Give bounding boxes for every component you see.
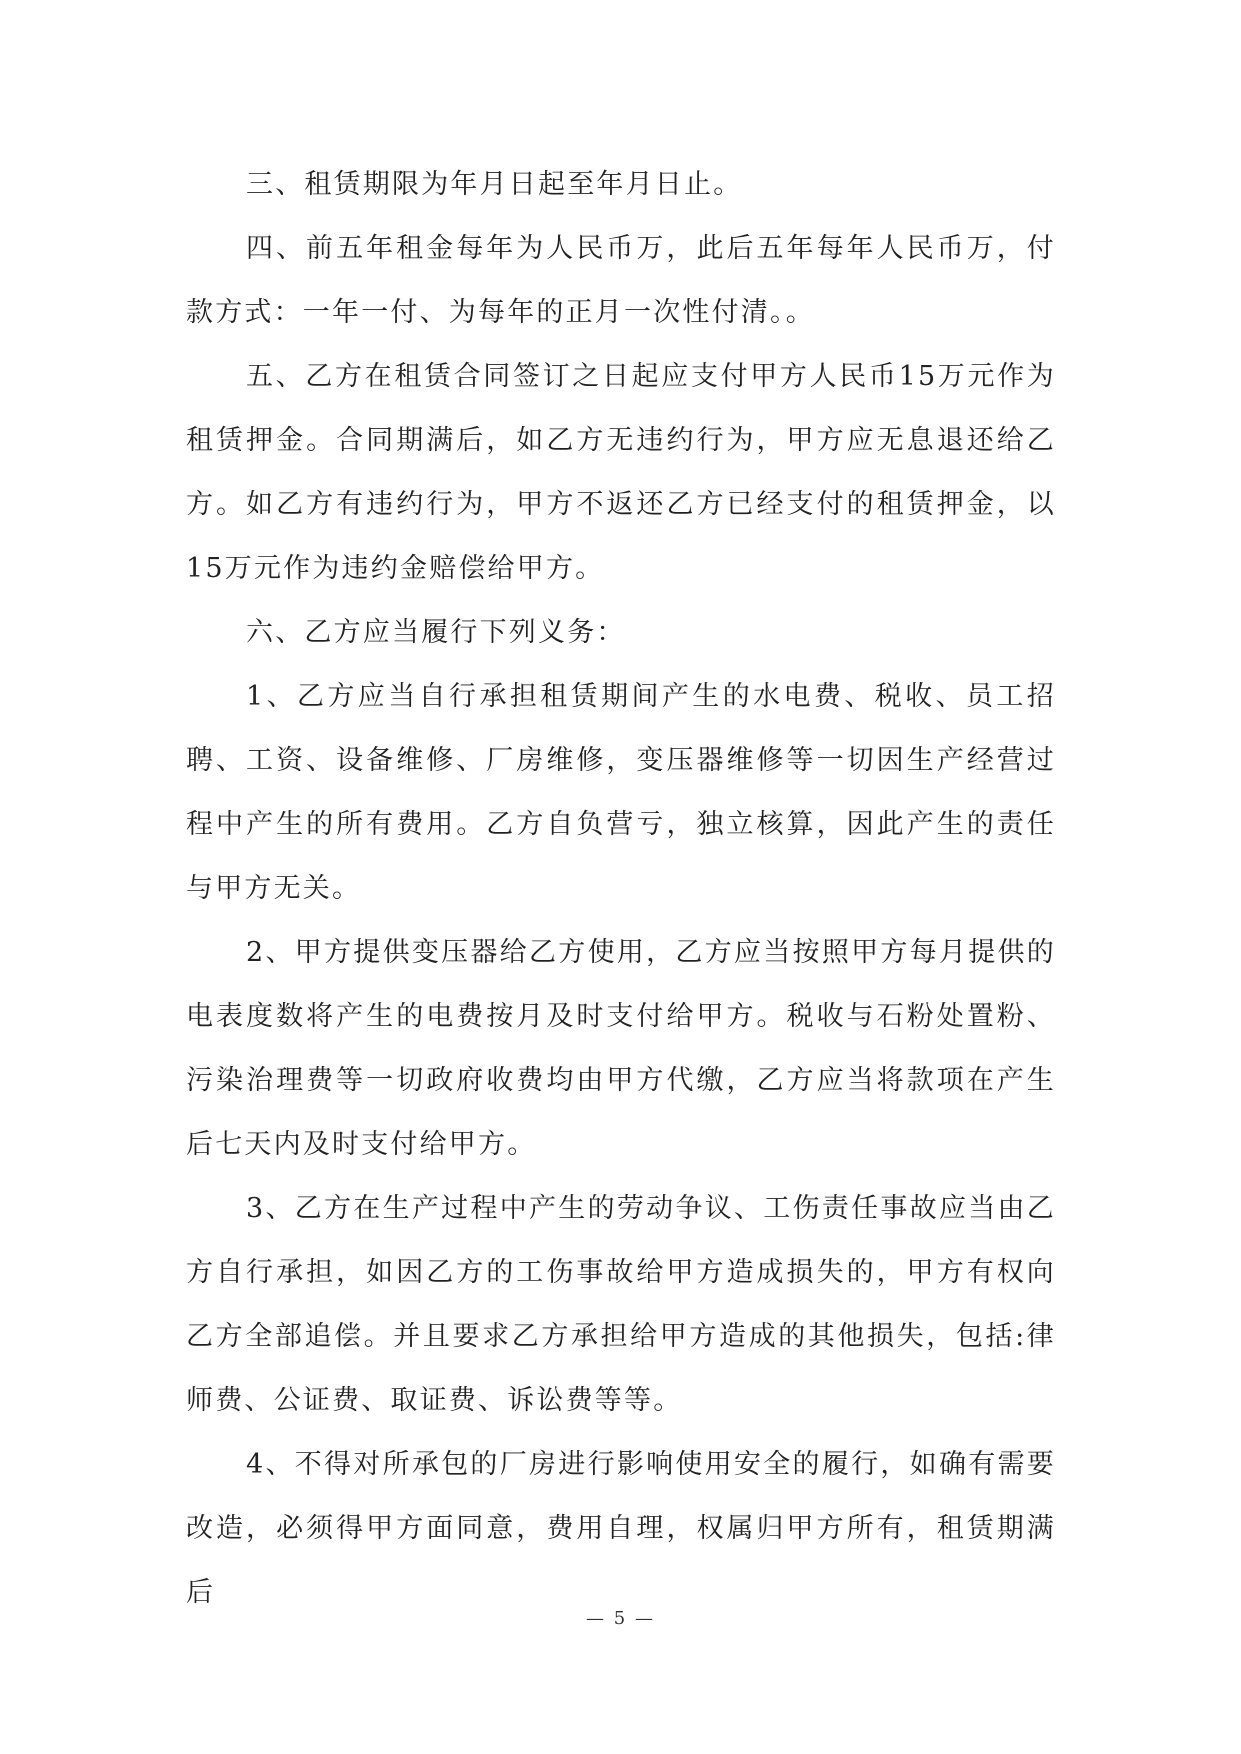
page-number: — 5 — xyxy=(586,1608,655,1629)
paragraph-obligation-1: 1、乙方应当自行承担租赁期间产生的水电费、税收、员工招聘、工资、设备维修、厂房维修，变压器维修等一切因生产经营过程中产生的所有费用。乙方自负营亏，独立核算，因此产生的责任与甲方无关。 xyxy=(186,681,1056,904)
paragraph-obligation-4: 4、不得对所承包的厂房进行影响使用安全的履行，如确有需要改造，必须得甲方面同意，费用自理，权属归甲方所有，租赁期满后 xyxy=(186,1449,1056,1608)
paragraph-deposit: 五、乙方在租赁合同签订之日起应支付甲方人民币15万元作为租赁押金。合同期满后，如乙方无违约行为，甲方应无息退还给乙方。如乙方有违约行为，甲方不返还乙方已经支付的租赁押金，以15万元作为违约金赔偿给甲方。 xyxy=(186,361,1056,584)
document-body xyxy=(186,153,1056,1625)
paragraph-rent: 四、前五年租金每年为人民币万，此后五年每年人民币万，付款方式：一年一付、为每年的正月一次性付清。。 xyxy=(186,233,1056,328)
paragraph-lease-term: 三、租赁期限为年月日起至年月日止。 xyxy=(246,169,743,200)
paragraph-obligation-2: 2、甲方提供变压器给乙方使用，乙方应当按照甲方每月提供的电表度数将产生的电费按月及时支付给甲方。税收与石粉处置粉、污染治理费等一切政府收费均由甲方代缴，乙方应当将款项在产生后七天内及时支付给甲方。 xyxy=(186,937,1056,1160)
paragraph-obligations-heading: 六、乙方应当履行下列义务： xyxy=(246,617,626,648)
paragraph-obligation-3: 3、乙方在生产过程中产生的劳动争议、工伤责任事故应当由乙方自行承担，如因乙方的工伤事故给甲方造成损失的，甲方有权向乙方全部追偿。并且要求乙方承担给甲方造成的其他损失，包括:律师费、公证费、取证费、诉讼费等等。 xyxy=(186,1193,1056,1416)
